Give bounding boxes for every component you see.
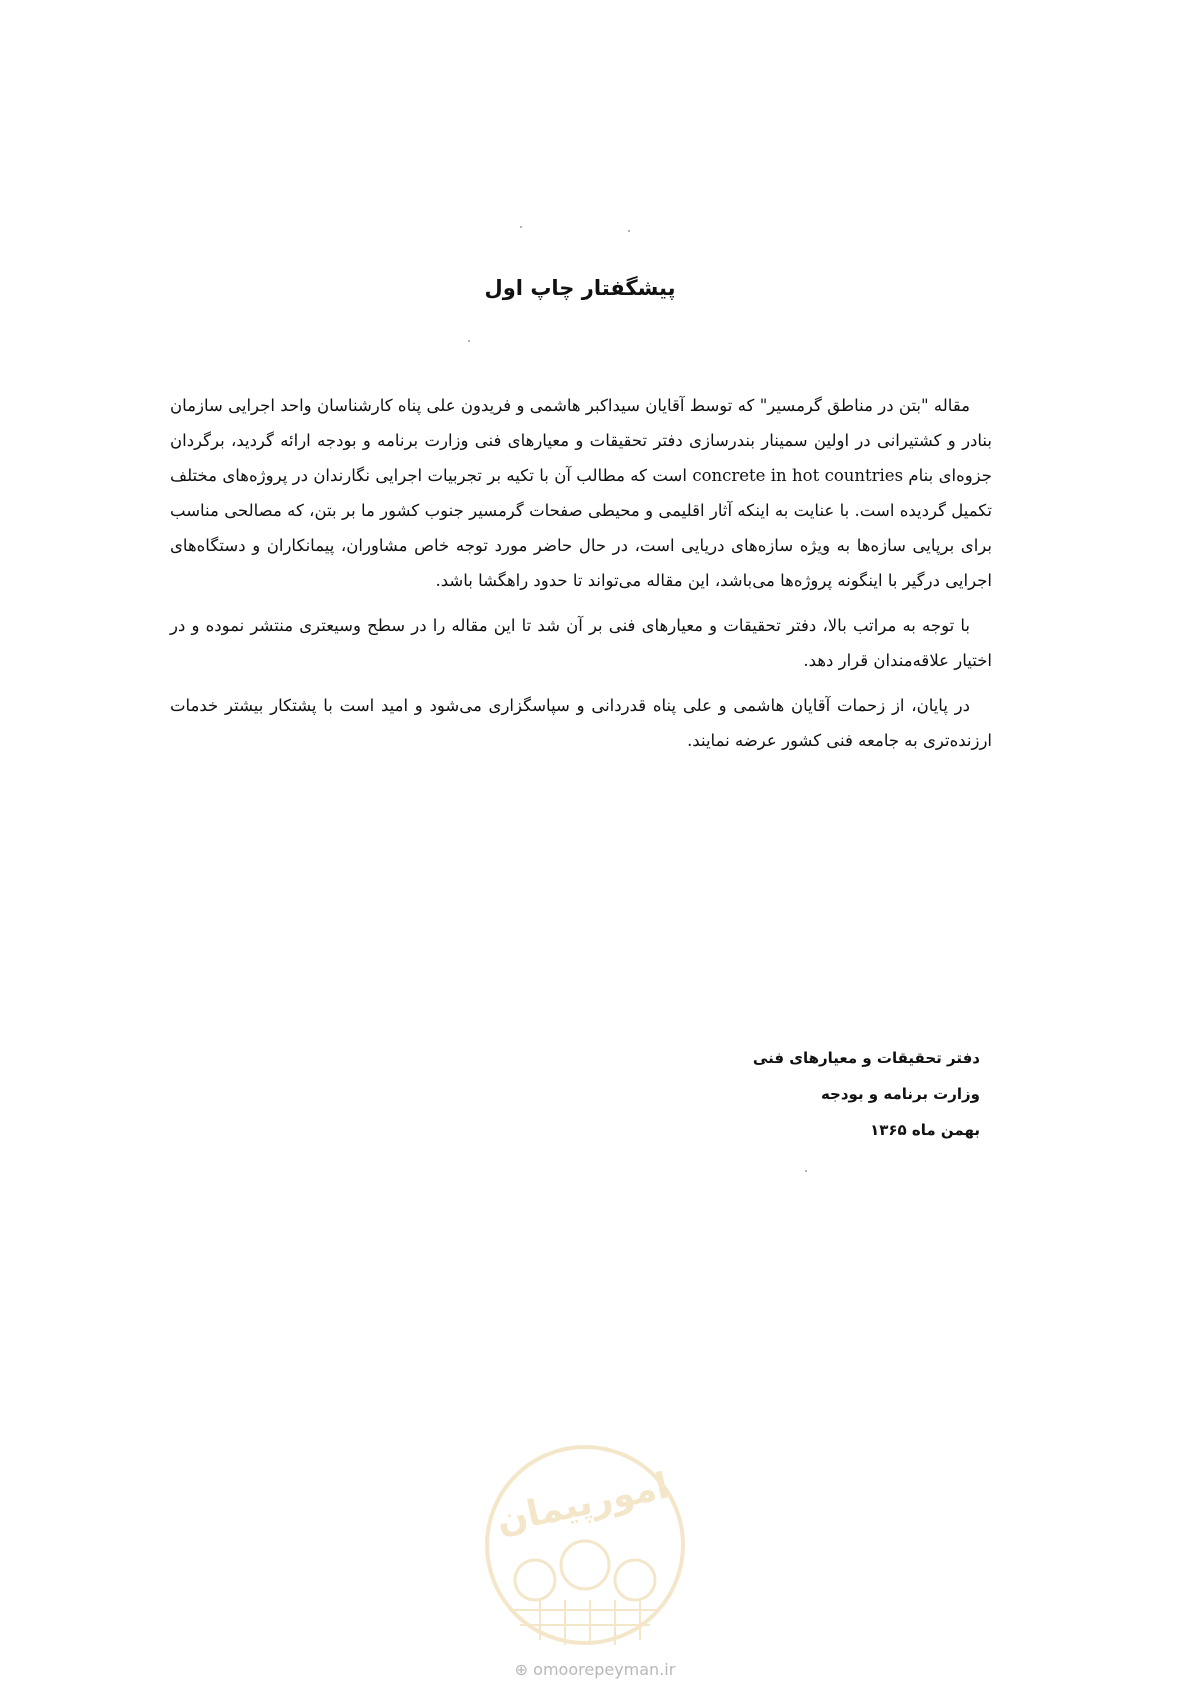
- signature-ministry: وزارت برنامه و بودجه: [820, 1085, 980, 1103]
- paragraph-2: با توجه به مراتب بالا، دفتر تحقیقات و معیارهای فنی بر آن شد تا این مقاله را در سطح وسیعتری منتشر نموده و در اختیار علاقه‌مندان قرار دهد.: [170, 616, 992, 670]
- watermark-url: ⊕ omoorepeyman.ir: [514, 1660, 676, 1679]
- watermark-logo-icon: [480, 1440, 690, 1650]
- page-title: پیشگفتار چاپ اول: [484, 276, 676, 300]
- signature-date: بهمن ماه ۱۳۶۵: [870, 1121, 980, 1139]
- watermark-logo-text: امورپیمان: [492, 1465, 673, 1542]
- signature-block: [560, 1040, 980, 1148]
- scan-speck: [468, 340, 470, 342]
- body-text: [170, 388, 992, 768]
- paragraph-1: مقاله "بتن در مناطق گرمسیر" که توسط آقایان سیداکبر هاشمی و فریدون علی پناه کارشناسان واحد اجرایی سازمان بنادر و کشتیرانی در اولین سمینار بندرسازی دفتر تحقیقات و معیارهای فنی وزارت برنامه و بودجه ارائه گردید، برگردان جزوه‌ای بنام concrete in hot countries است که مطالب آن با تکیه بر تجربیات اجرایی نگارندان در پروژه‌های مختلف تکمیل گردیده است. با عنایت به اینکه آثار اقلیمی و محیطی صفحات گرمسیر جنوب کشور ما بر بتن، که مصالحی مناسب برای برپایی سازه‌ها به ویژه سازه‌های دریایی است، در حال حاضر مورد توجه خاص مشاوران، پیمانکاران و دستگاه‌های اجرایی درگیر با اینگونه پروژه‌ها می‌باشد، این مقاله می‌تواند تا حدود راهگشا باشد.: [170, 396, 992, 590]
- globe-icon: ⊕: [514, 1660, 529, 1679]
- paragraph-3: در پایان، از زحمات آقایان هاشمی و علی پناه قدردانی و سپاسگزاری می‌شود و امید است با پشتکار بیشتر خدمات ارزنده‌تری به جامعه فنی کشور عرضه نمایند.: [170, 696, 992, 750]
- scan-speck: [628, 230, 630, 232]
- signature-office: دفتر تحقیقات و معیارهای فنی: [752, 1049, 980, 1067]
- scan-speck: [520, 226, 522, 228]
- scan-speck: [805, 1170, 807, 1172]
